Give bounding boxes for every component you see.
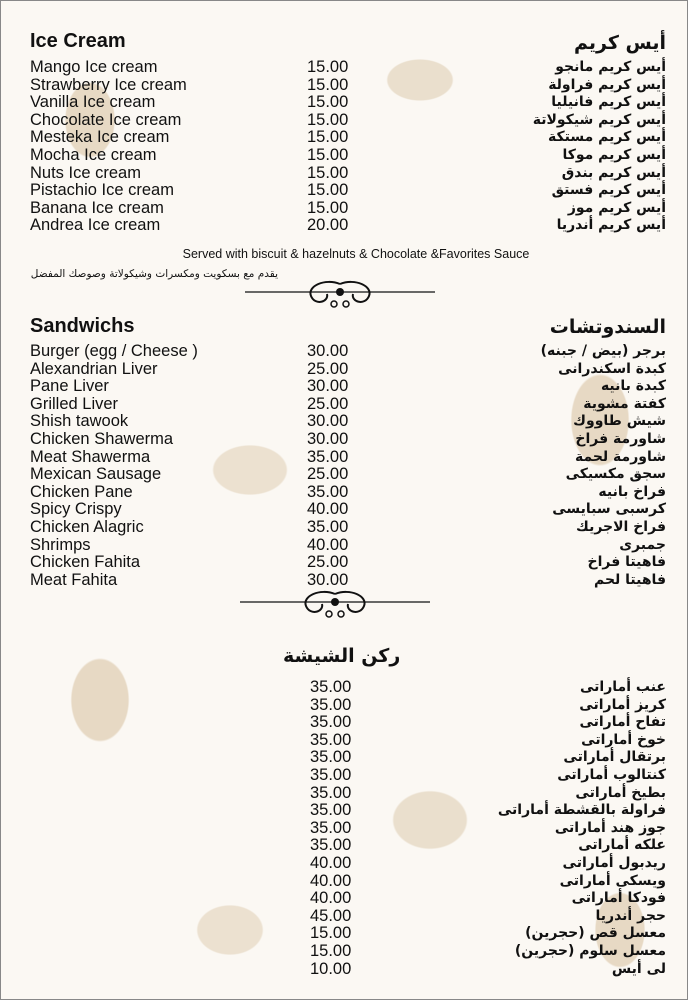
- item-name-en: Chocolate Ice cream: [30, 110, 182, 129]
- menu-item: [0, 802, 688, 820]
- item-name-en: Chicken Alagric: [30, 518, 144, 536]
- menu-item: [0, 396, 688, 414]
- menu-item: [0, 77, 688, 95]
- item-price: 40.00: [310, 854, 352, 872]
- item-name-ar: كفتة مشوية: [583, 395, 666, 412]
- item-name-ar: أيس كريم مانجو: [555, 59, 666, 75]
- menu-item: [0, 519, 688, 537]
- menu-item: [0, 961, 688, 979]
- menu-item: [0, 749, 688, 767]
- menu-item: [0, 855, 688, 873]
- item-price: 15.00: [307, 93, 349, 112]
- item-name-en: Strawberry Ice cream: [30, 75, 187, 94]
- menu-item: [0, 484, 688, 502]
- item-price: 15.00: [307, 128, 349, 147]
- item-name-ar: جوز هند أماراتى: [554, 819, 666, 836]
- ice-cream-title-en: Ice Cream: [30, 30, 126, 52]
- item-price: 25.00: [307, 394, 349, 413]
- item-price: 10.00: [310, 959, 352, 978]
- item-price: 25.00: [307, 553, 349, 572]
- menu-item: [0, 343, 688, 361]
- menu-item: [0, 59, 688, 77]
- item-name-en: Shish tawook: [30, 412, 129, 431]
- item-name-ar: فراخ بانيه: [598, 483, 666, 500]
- menu-item: [0, 537, 688, 555]
- item-price: 40.00: [307, 535, 349, 554]
- item-price: 25.00: [307, 465, 349, 484]
- sandwiches-title-en: Sandwichs: [30, 315, 135, 337]
- ornament-divider: [240, 590, 430, 624]
- item-name-ar: فراخ الاجريك: [576, 519, 666, 535]
- item-name-ar: علكه أماراتى: [578, 837, 666, 854]
- item-name-ar: عنب أماراتى: [580, 679, 666, 695]
- item-price: 35.00: [310, 783, 352, 802]
- item-price: 15.00: [307, 181, 349, 200]
- item-name-en: Chicken Fahita: [30, 553, 141, 572]
- ornament-divider: [245, 280, 435, 314]
- menu-item: [0, 501, 688, 519]
- item-name-ar: أيس كريم فستق: [551, 182, 666, 199]
- item-name-ar: أيس كريم موز: [567, 199, 666, 216]
- item-price: 15.00: [307, 75, 349, 94]
- item-price: 15.00: [307, 198, 349, 217]
- item-price: 15.00: [307, 146, 349, 164]
- menu-item: [0, 943, 688, 961]
- item-name-ar: كريز أماراتى: [579, 696, 666, 713]
- item-name-ar: أيس كريم أندريا: [556, 217, 666, 234]
- item-price: 30.00: [307, 342, 349, 360]
- menu-item: [0, 449, 688, 467]
- item-name-ar: أيس كريم مستكة: [548, 129, 666, 146]
- menu-item: [0, 820, 688, 838]
- item-name-ar: شيش طاووك: [573, 413, 666, 430]
- item-price: 40.00: [310, 871, 352, 890]
- menu-item: [0, 697, 688, 715]
- item-name-ar: معسل سلوم (حجرين): [514, 943, 666, 959]
- item-name-ar: أيس كريم شيكولاتة: [532, 111, 666, 128]
- item-price: 35.00: [310, 730, 352, 749]
- menu-item: [0, 413, 688, 431]
- menu-item: [0, 466, 688, 484]
- menu-item: [0, 767, 688, 785]
- menu-item: [0, 129, 688, 147]
- menu-item: [0, 554, 688, 572]
- item-name-ar: فاهيتا فراخ: [587, 554, 666, 571]
- menu-item: [0, 112, 688, 130]
- shisha-title-ar: ركن الشيشة: [283, 645, 401, 667]
- item-name-ar: أيس كريم فراولة: [548, 76, 666, 93]
- item-name-en: Nuts Ice cream: [30, 163, 141, 182]
- item-name-ar: تفاح أماراتى: [579, 714, 666, 731]
- item-price: 15.00: [310, 942, 352, 960]
- menu-item: [0, 714, 688, 732]
- item-name-en: Meat Shawerma: [30, 447, 151, 466]
- item-name-ar: كنتالوب أماراتى: [557, 767, 666, 783]
- item-name-ar: برجر (بيض / جبنه): [540, 343, 666, 359]
- menu-item: [0, 431, 688, 449]
- item-name-en: Andrea Ice cream: [30, 216, 161, 235]
- item-price: 30.00: [307, 377, 349, 396]
- served-with-note-ar: يقدم مع بسكويت ومكسرات وشيكولاتة وصوصك المفضل: [30, 268, 278, 280]
- item-name-ar: أيس كريم بندق: [561, 164, 666, 181]
- item-name-en: Meat Fahita: [30, 570, 118, 589]
- item-name-en: Mesteka Ice cream: [30, 128, 170, 147]
- item-name-en: Grilled Liver: [30, 394, 119, 413]
- menu-item: [0, 165, 688, 183]
- menu-item: [0, 182, 688, 200]
- item-name-ar: كرسبى سبايسى: [552, 501, 666, 518]
- item-price: 35.00: [307, 482, 349, 501]
- menu-item: [0, 147, 688, 165]
- served-with-note-en: Served with biscuit & hazelnuts & Chocolate &Favorites Sauce: [182, 247, 530, 261]
- item-name-ar: كبدة اسكندرانى: [558, 360, 666, 377]
- item-name-en: Pistachio Ice cream: [30, 181, 174, 200]
- item-price: 40.00: [310, 889, 352, 908]
- menu-item: [0, 572, 688, 590]
- item-name-en: Chicken Shawerma: [30, 430, 174, 448]
- menu-item: [0, 361, 688, 379]
- menu-item: [0, 200, 688, 218]
- item-name-en: Mexican Sausage: [30, 465, 162, 484]
- item-price: 45.00: [310, 906, 352, 925]
- item-name-ar: فراولة بالقشطة أماراتى: [497, 802, 666, 819]
- item-price: 40.00: [307, 500, 349, 519]
- menu-item: [0, 378, 688, 396]
- item-price: 35.00: [310, 801, 352, 820]
- item-price: 35.00: [310, 713, 352, 732]
- item-name-ar: ويسكى أماراتى: [559, 872, 666, 889]
- item-name-ar: فودكا أماراتى: [571, 890, 666, 907]
- item-name-en: Chicken Pane: [30, 482, 133, 501]
- menu-item: [0, 908, 688, 926]
- item-name-en: Vanilla Ice cream: [30, 93, 156, 112]
- menu-item: [0, 785, 688, 803]
- menu-item: [0, 217, 688, 235]
- item-name-en: Pane Liver: [30, 377, 109, 396]
- item-name-ar: أيس كريم فانيليا: [551, 94, 666, 111]
- sandwiches-title-ar: السندوتشات: [549, 316, 666, 338]
- menu-item: [0, 679, 688, 697]
- item-price: 35.00: [310, 836, 352, 855]
- item-name-en: Banana Ice cream: [30, 198, 164, 217]
- menu-item: [0, 873, 688, 891]
- item-name-ar: معسل قص (حجرين): [525, 925, 666, 942]
- menu-item: [0, 94, 688, 112]
- menu-item: [0, 890, 688, 908]
- item-name-ar: سجق مكسيكى: [565, 466, 666, 483]
- item-name-ar: لى أيس: [611, 960, 666, 977]
- item-price: 30.00: [307, 430, 349, 448]
- item-price: 30.00: [307, 412, 349, 431]
- ice-cream-title-ar: أيس كريم: [573, 32, 666, 54]
- item-price: 35.00: [307, 447, 349, 466]
- item-price: 15.00: [307, 163, 349, 182]
- item-price: 35.00: [310, 818, 352, 837]
- item-price: 15.00: [307, 110, 349, 129]
- item-price: 25.00: [307, 359, 349, 378]
- item-name-en: Mocha Ice cream: [30, 146, 157, 164]
- item-name-ar: خوخ أماراتى: [581, 731, 666, 748]
- item-name-ar: برتقال أماراتى: [563, 749, 666, 766]
- item-price: 15.00: [310, 924, 352, 943]
- item-price: 35.00: [310, 766, 352, 784]
- item-name-ar: كبدة بانيه: [600, 378, 666, 395]
- item-name-ar: شاورمة فراخ: [575, 431, 666, 447]
- item-name-ar: أيس كريم موكا: [562, 147, 666, 163]
- item-price: 35.00: [310, 695, 352, 714]
- menu-item: [0, 837, 688, 855]
- item-name-ar: بطيخ أماراتى: [575, 784, 666, 801]
- item-name-en: Burger (egg / Cheese ): [30, 342, 198, 360]
- item-name-ar: ريدبول أماراتى: [562, 855, 666, 871]
- item-name-ar: جمبرى: [619, 536, 666, 553]
- item-name-ar: حجر أندريا: [595, 907, 666, 924]
- item-price: 35.00: [310, 748, 352, 767]
- item-name-en: Shrimps: [30, 535, 91, 554]
- item-name-en: Alexandrian Liver: [30, 359, 158, 378]
- item-price: 15.00: [307, 58, 349, 76]
- item-price: 35.00: [307, 518, 349, 536]
- item-price: 20.00: [307, 216, 349, 235]
- item-name-en: Mango Ice cream: [30, 58, 158, 76]
- menu-item: [0, 925, 688, 943]
- item-name-en: Spicy Crispy: [30, 500, 122, 519]
- item-name-ar: شاورمة لحمة: [574, 448, 666, 465]
- item-price: 30.00: [307, 570, 349, 589]
- menu-item: [0, 732, 688, 750]
- item-price: 35.00: [310, 678, 352, 696]
- item-name-ar: فاهيتا لحم: [593, 571, 666, 588]
